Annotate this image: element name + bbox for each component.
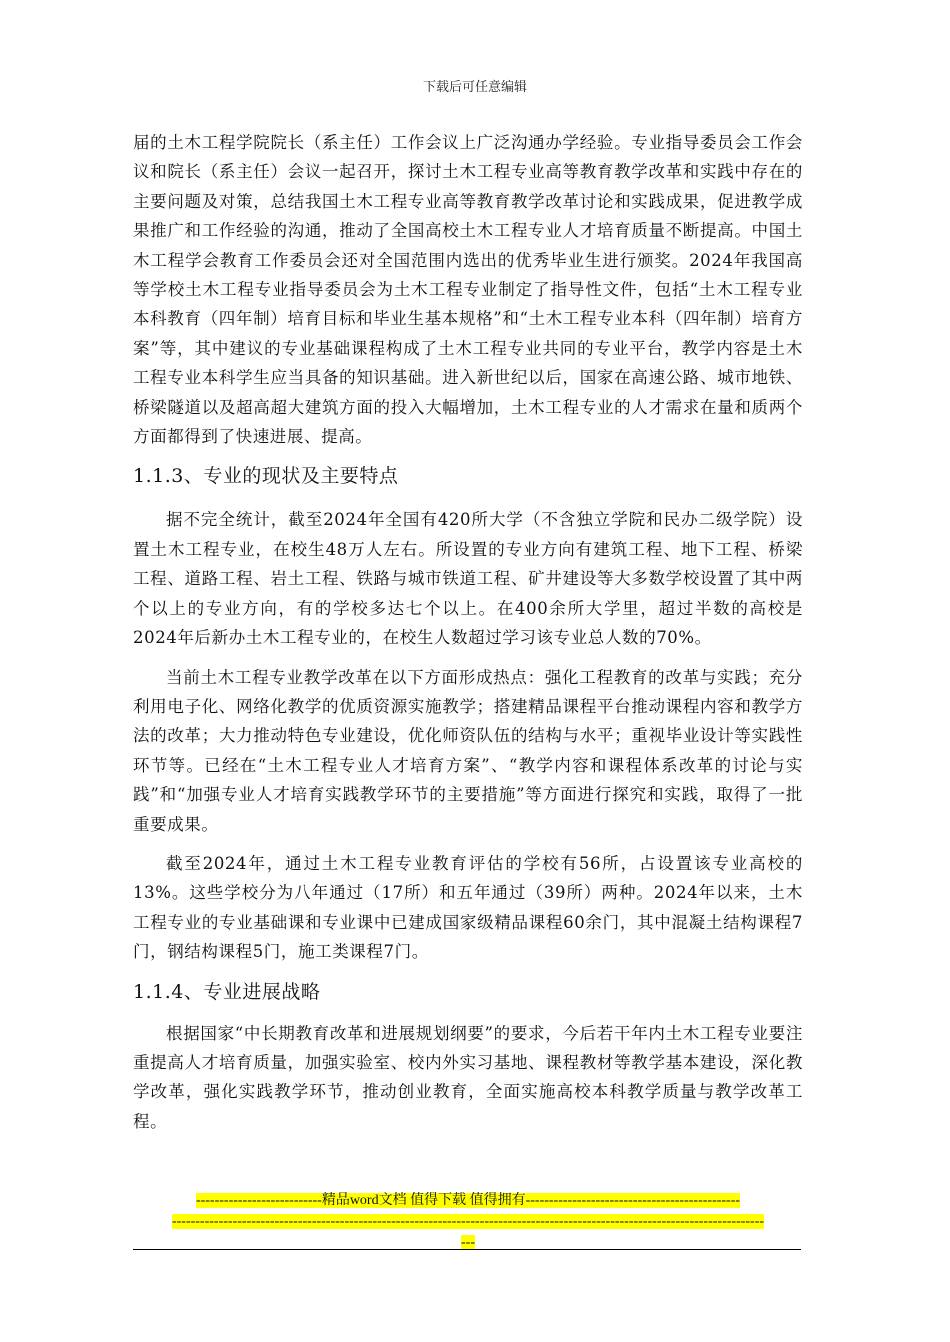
paragraph-evaluation: 截至2024年，通过土木工程专业教育评估的学校有56所，占设置该专业高校的13%。这些学校分为八年通过（17所）和五年通过（39所）两种。2024年以来，土木工程专业的专业基础课和专业课中已建成国家级精品课程60余门，其中混凝土结构课程7门，钢结构课程5门，施工类课程7门。 (133, 853, 803, 962)
page-header: 下载后可任意编辑 (422, 80, 527, 95)
footer-banner-line-1: ---------------------------精品word文档 值得下载 值得拥有---------------------------------------------- (195, 1193, 741, 1208)
paragraph-status: 据不完全统计，截至2024年全国有420所大学（不含独立学院和民办二级学院）设置土木工程专业，在校生48万人左右。所设置的专业方向有建筑工程、地下工程、桥梁工程、道路工程、岩土工程、铁路与城市铁道工程、矿井建设等大多数学校设置了其中两个以上的专业方向，有的学校多达七个以上。在400余所大学里，超过半数的高校是2024年后新办土木工程专业的，在校生人数超过学习该专业总人数的70%。 (133, 510, 803, 648)
paragraph-continuation: 届的土木工程学院院长（系主任）工作会议上广泛沟通办学经验。专业指导委员会工作会议和院长（系主任）会议一起召开，探讨土木工程专业高等教育教学改革和实践中存在的主要问题及对策，总结我国土木工程专业高等教育教学改革讨论和实践成果，促进教学成果推广和工作经验的沟通，推动了全国高校土木工程专业人才培育质量不断提高。中国土木工程学会教育工作委员会还对全国范围内选出的优秀毕业生进行颁奖。2024年我国高等学校土木工程专业指导委员会为土木工程专业制定了指导性文件，包括“土木工程专业本科教育（四年制）培育目标和毕业生基本规格”和“土木工程专业本科（四年制）培育方案”等，其中建议的专业基础课程构成了土木工程专业共同的专业平台，教学内容是土木工程专业本科学生应当具备的知识基础。进入新世纪以后，国家在高速公路、城市地铁、桥梁隧道以及超高超大建筑方面的投入大幅增加，土木工程专业的人才需求在量和质两个方面都得到了快速进展、提高。 (133, 133, 803, 447)
footer-banner-line-3: --- (461, 1235, 475, 1250)
page-footer-banner (133, 1190, 803, 1253)
paragraph-strategy: 根据国家“中长期教育改革和进展规划纲要”的要求，今后若干年内土木工程专业要注重提高人才培育质量，加强实验室、校内外实习基地、课程教材等教学基本建设，深化教学改革，强化实践教学环节，推动创业教育，全面实施高校本科教学质量与教学改革工程。 (133, 1023, 803, 1131)
footer-banner-line-2: ------------------------------------------------------------------------------------------------------------------------------- (171, 1214, 765, 1229)
section-heading-1-1-4: 1.1.4、专业进展战略 (133, 980, 321, 1003)
section-heading-1-1-3: 1.1.3、专业的现状及主要特点 (133, 465, 399, 488)
paragraph-reform-hotspots: 当前土木工程专业教学改革在以下方面形成热点：强化工程教育的改革与实践；充分利用电子化、网络化教学的优质资源实施教学；搭建精品课程平台推动课程内容和教学方法的改革；大力推动特色专业建设，优化师资队伍的结构与水平；重视毕业设计等实践性环节等。已经在“土木工程专业人才培育方案”、“教学内容和课程体系改革的讨论与实践”和“加强专业人才培育实践教学环节的主要措施”等方面进行探究和实践，取得了一批重要成果。 (133, 667, 803, 834)
document-body (133, 128, 803, 1136)
footer-divider (133, 1249, 801, 1250)
